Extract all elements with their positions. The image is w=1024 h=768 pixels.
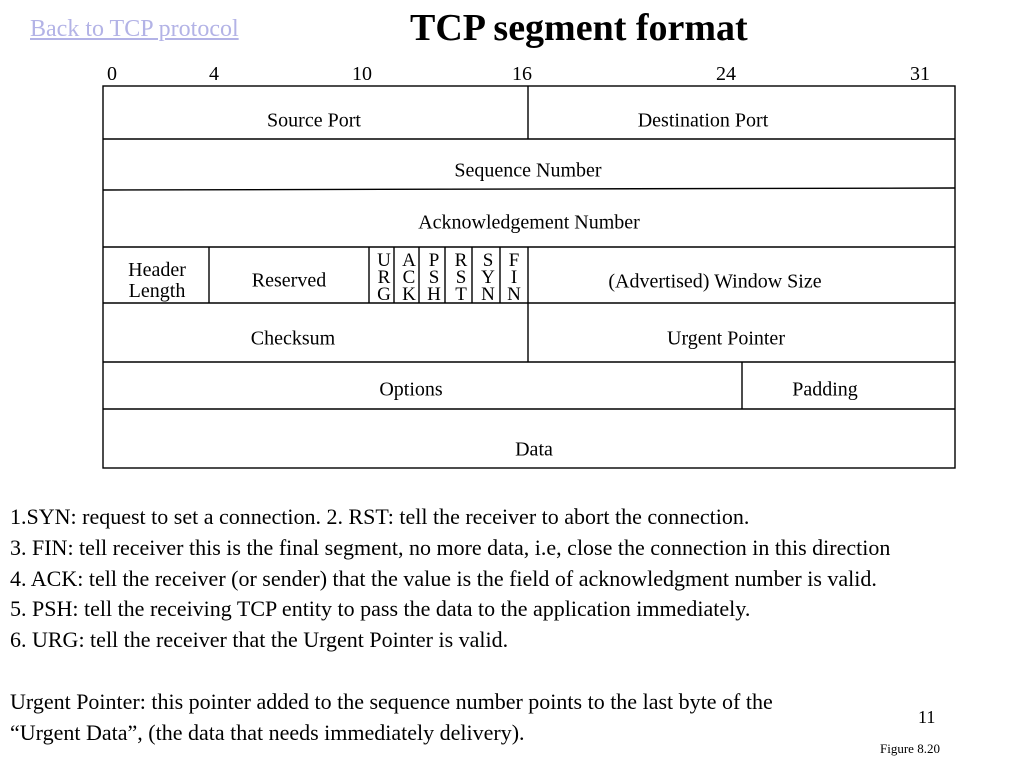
note-line: Urgent Pointer: this pointer added to the sequence number points to the last byte of the bbox=[10, 688, 773, 714]
flag-letter: H bbox=[427, 284, 441, 305]
acknowledgement-number-label: Acknowledgement Number bbox=[418, 211, 640, 234]
flag-letter: R bbox=[454, 250, 468, 271]
checksum-label: Checksum bbox=[250, 327, 336, 350]
flag-rst bbox=[452, 252, 470, 303]
flag-psh bbox=[425, 252, 443, 303]
header-length-line-2: Length bbox=[128, 280, 186, 302]
flag-letter: R bbox=[377, 267, 391, 288]
window-size-label: (Advertised) Window Size bbox=[608, 270, 822, 293]
options-label: Options bbox=[379, 378, 443, 401]
note-line: 4. ACK: tell the receiver (or sender) that the value is the field of acknowledgment number is valid. bbox=[10, 565, 877, 591]
flag-letter: N bbox=[481, 284, 495, 305]
flag-ack bbox=[400, 252, 418, 303]
note-line bbox=[10, 656, 890, 687]
bit-label-10: 10 bbox=[352, 63, 372, 85]
padding-label: Padding bbox=[792, 378, 858, 401]
page-title: TCP segment format bbox=[410, 7, 748, 49]
flag-letter: C bbox=[402, 267, 416, 288]
destination-port-label: Destination Port bbox=[637, 109, 769, 132]
flag-letter: K bbox=[402, 284, 416, 305]
note-line: 3. FIN: tell receiver this is the final segment, no more data, i.e, close the connection in this direction bbox=[10, 534, 891, 560]
data-label: Data bbox=[515, 438, 553, 461]
bit-label-31: 31 bbox=[910, 63, 930, 85]
segment-outline bbox=[103, 86, 955, 468]
sequence-number-label: Sequence Number bbox=[454, 159, 602, 182]
reserved-label: Reserved bbox=[251, 269, 327, 292]
flag-urg bbox=[375, 252, 393, 303]
bit-label-4: 4 bbox=[209, 63, 219, 85]
source-port-label: Source Port bbox=[267, 109, 361, 132]
flag-notes bbox=[10, 502, 890, 748]
figure-caption: Figure 8.20 bbox=[880, 741, 940, 756]
flag-letter: A bbox=[402, 250, 416, 271]
row-divider bbox=[103, 188, 955, 190]
note-line: 6. URG: tell the receiver that the Urgent Pointer is valid. bbox=[10, 627, 509, 653]
flag-letter: P bbox=[428, 250, 440, 271]
flag-fin bbox=[505, 252, 523, 303]
bit-label-0: 0 bbox=[107, 63, 117, 85]
flag-letter: S bbox=[482, 250, 494, 271]
header-length-line-1: Header bbox=[128, 259, 186, 281]
flag-letter: S bbox=[455, 267, 467, 288]
flag-letter: U bbox=[377, 250, 391, 271]
back-to-tcp-protocol-link[interactable]: Back to TCP protocol bbox=[30, 16, 239, 42]
bit-label-24: 24 bbox=[716, 63, 736, 85]
header-length-label bbox=[128, 260, 186, 302]
flag-letter: T bbox=[455, 284, 467, 305]
flag-letter: N bbox=[507, 284, 521, 305]
bit-label-16: 16 bbox=[512, 63, 532, 85]
note-line: 5. PSH: tell the receiving TCP entity to pass the data to the application immediately. bbox=[10, 596, 751, 622]
urgent-pointer-label: Urgent Pointer bbox=[667, 327, 785, 350]
flag-syn bbox=[479, 252, 497, 303]
flag-letter: Y bbox=[481, 267, 495, 288]
note-line: 1.SYN: request to set a connection. 2. RST: tell the receiver to abort the connection. bbox=[10, 504, 750, 529]
flag-letter: I bbox=[510, 267, 518, 288]
flag-letter: G bbox=[377, 284, 391, 305]
flag-letter: F bbox=[508, 250, 520, 271]
note-line: “Urgent Data”, (the data that needs immediately delivery). bbox=[10, 719, 525, 745]
flag-letter: S bbox=[428, 267, 440, 288]
page-number: 11 bbox=[918, 707, 936, 727]
